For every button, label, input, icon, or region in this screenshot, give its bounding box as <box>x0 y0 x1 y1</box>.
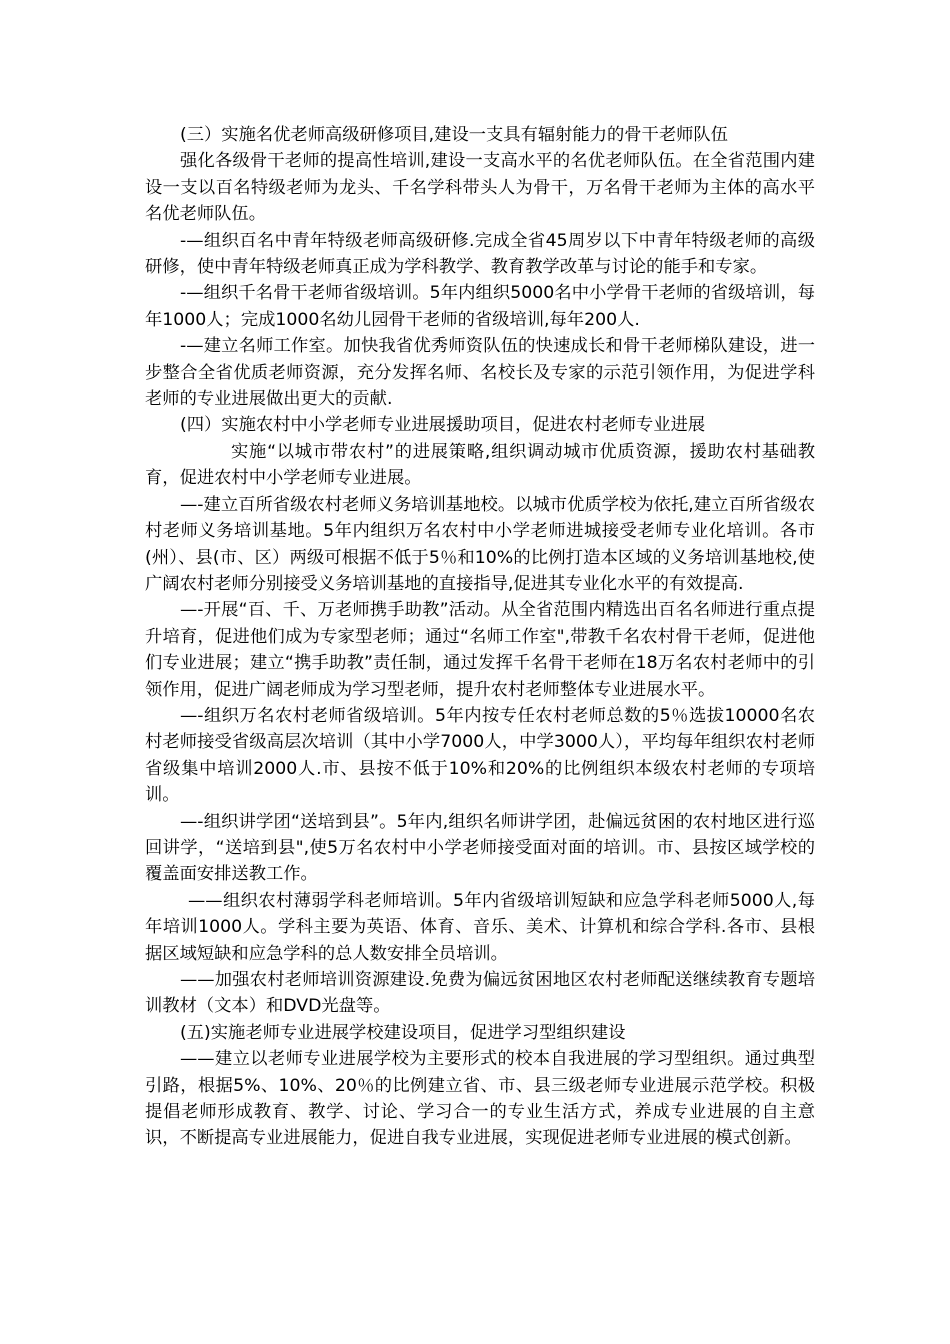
section-heading-5: (五)实施老师专业进展学校建设项目，促进学习型组织建设 <box>180 1022 626 1043</box>
list-item: -—组织千名骨干老师省级培训。5年内组织5000名中小学骨干老师的省级培训，每年1000人；完成1000名幼儿园骨干老师的省级培训,每年200人. <box>145 283 815 330</box>
list-item: —-开展“百、千、万老师携手助教”活动。从全省范围内精选出百名名师进行重点提升培育，促进他们成为专家型老师；通过“名师工作室",带教千名农村骨干老师，促进他们专业进展；建立“携手助教”责任制，通过发挥千名骨干老师在18万名农村老师中的引领作用，促进广阔老师成为学习型老师，提升农村老师整体专业进展水平。 <box>145 600 815 700</box>
section-heading-4: (四）实施农村中小学老师专业进展援助项目，促进农村老师专业进展 <box>180 415 706 436</box>
paragraph: 强化各级骨干老师的提高性培训,建设一支高水平的名优老师队伍。在全省范围内建设一支以百名特级老师为龙头、千名学科带头人为骨干，万名骨干老师为主体的高水平名优老师队伍。 <box>145 151 815 225</box>
list-item: ——建立以老师专业进展学校为主要形式的校本自我进展的学习型组织。通过典型引路，根据5%、10%、20％的比例建立省、市、县三级老师专业进展示范学校。积极提倡老师形成教育、教学、讨论、学习合一的专业生活方式，养成专业进展的自主意识，不断提高专业进展能力，促进自我专业进展，实现促进老师专业进展的模式创新。 <box>145 1049 815 1149</box>
document-body <box>145 122 815 1152</box>
section-heading-3: (三）实施名优老师高级研修项目,建设一支具有辐射能力的骨干老师队伍 <box>180 125 728 145</box>
list-item: —-组织万名农村老师省级培训。5年内按专任农村老师总数的5％选拔10000名农村老师接受省级高层次培训（其中小学7000人，中学3000人），平均每年组织农村老师省级集中培训2000人.市、县按不低于10%和20%的比例组织本级农村老师的专项培训。 <box>145 705 815 806</box>
list-item: ——组织农村薄弱学科老师培训。5年内省级培训短缺和应急学科老师5000人,每年培训1000人。学科主要为英语、体育、音乐、美术、计算机和综合学科.各市、县根据区域短缺和应急学科的总人数安排全员培训。 <box>145 890 815 964</box>
list-item: -—建立名师工作室。加快我省优秀师资队伍的快速成长和骨干老师梯队建设，进一步整合全省优质老师资源，充分发挥名师、名校长及专家的示范引领作用，为促进学科老师的专业进展做出更大的贡献. <box>145 336 815 410</box>
paragraph: 实施“以城市带农村”的进展策略,组织调动城市优质资源，援助农村基础教育，促进农村中小学老师专业进展。 <box>145 441 815 489</box>
list-item: —-建立百所省级农村老师义务培训基地校。以城市优质学校为依托,建立百所省级农村老师义务培训基地。5年内组织万名农村中小学老师进城接受老师专业化培训。各市(州）、县(市、区）两级可根据不低于5％和10%的比例打造本区域的义务培训基地校,使广阔农村老师分别接受义务培训基地的直接指导,促进其专业化水平的有效提高. <box>145 494 815 594</box>
list-item: ——加强农村老师培训资源建设.免费为偏远贫困地区农村老师配送继续教育专题培训教材（文本）和DVD光盘等。 <box>145 970 815 1017</box>
list-item: -—组织百名中青年特级老师高级研修.完成全省45周岁以下中青年特级老师的高级研修，使中青年特级老师真正成为学科教学、教育教学改革与讨论的能手和专家。 <box>145 230 815 278</box>
list-item: —-组织讲学团“送培到县”。5年内,组织名师讲学团，赴偏远贫困的农村地区进行巡回讲学，“送培到县",使5万名农村中小学老师接受面对面的培训。市、县按区域学校的覆盖面安排送教工作。 <box>145 811 815 885</box>
